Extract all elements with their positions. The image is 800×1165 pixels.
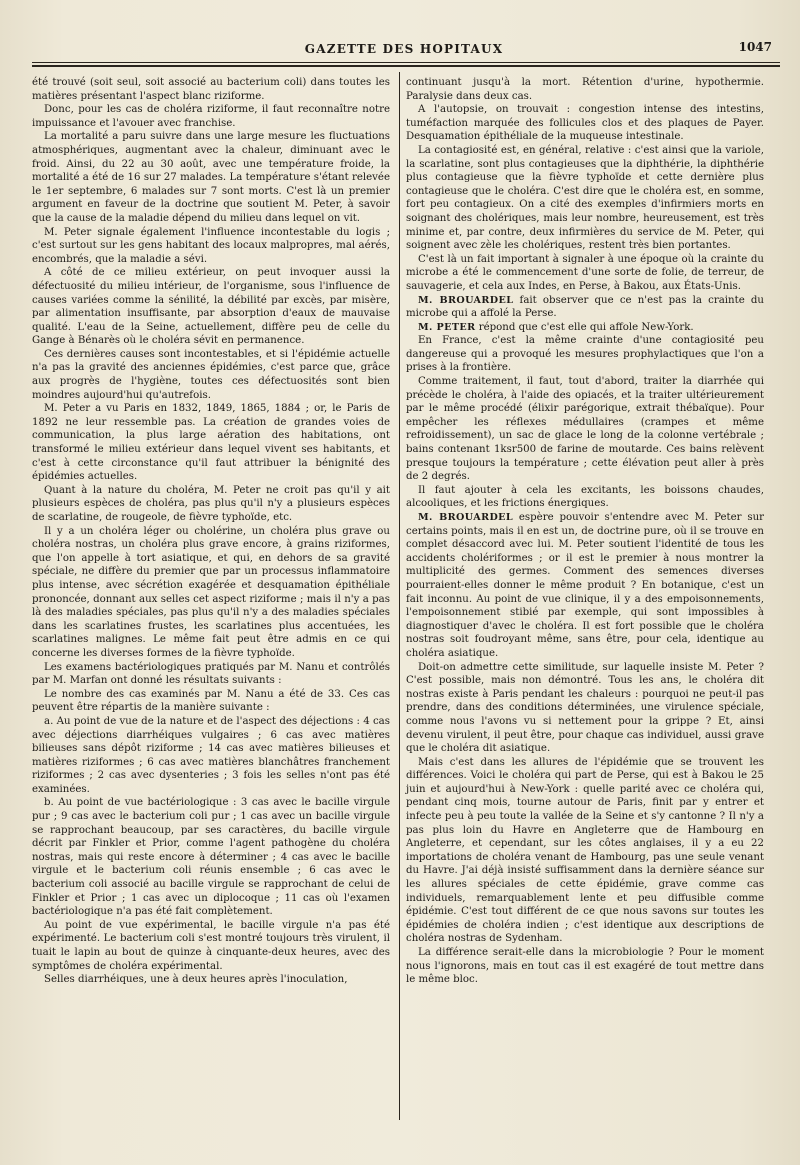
paragraph bbox=[32, 715, 390, 797]
paragraph-text: En France, c'est la même crainte d'une contagiosité peu dangereuse qui a provoqué les mesures prophylactiques que l'on a prises à la frontière. bbox=[406, 335, 764, 374]
speaker-name: M. BROUARDEL bbox=[418, 512, 514, 523]
paragraph bbox=[406, 375, 764, 484]
paragraph-text: Donc, pour les cas de choléra riziforme, il faut reconnaître notre impuissance et l'avouer avec franchise. bbox=[32, 104, 390, 129]
left-column bbox=[32, 76, 390, 987]
paragraph-text: espère pouvoir s'entendre avec M. Peter sur certains points, mais il en est un, de doctrine pure, où il se trouve en complet désaccord avec lui. M. Peter soutient l'identité de tous les accidents cholériformes ; or il est le premier à nous montrer la multiplicité des germes. Comment des semences diverses pourraient-elles donner le même produit ? En botanique, c'est un fait inconnu. Au point de vue clinique, il y a des empoisonnements, l'empoisonnement stibié par exemple, qui sont impossibles à diagnostiquer d'avec le choléra. Il est fort possible que le choléra nostras soit foudroyant même, sans être, pour cela, identique au choléra asiatique. bbox=[406, 512, 764, 659]
paragraph-text: M. Peter signale également l'influence incontestable du logis ; c'est surtout sur les gens habitant des locaux malpropres, mal aérés, encombrés, que la maladie a sévi. bbox=[32, 226, 390, 265]
paragraph bbox=[32, 796, 390, 918]
paragraph-text: Le nombre des cas examinés par M. Nanu a été de 33. Ces cas peuvent être répartis de la manière suivante : bbox=[32, 688, 390, 714]
paragraph bbox=[32, 688, 390, 715]
paragraph-text: a. Au point de vue de la nature et de l'aspect des déjections : 4 cas avec déjections diarrhéiques vulgaires ; 6 cas avec matières bilieuses sans dépôt riziforme ; 14 cas avec matières bilieuses et matières riziformes ; 6 cas avec matières blanchâtres franchement riziformes ; 2 cas avec dysenteries ; 3 fois les selles n'ont pas été examinées. bbox=[32, 715, 390, 795]
column-divider bbox=[399, 72, 400, 1120]
paragraph bbox=[32, 130, 390, 225]
paragraph bbox=[32, 525, 390, 661]
paragraph-text: continuant jusqu'à la mort. Rétention d'urine, hypothermie. Paralysie dans deux cas. bbox=[406, 77, 764, 102]
paragraph bbox=[32, 103, 390, 130]
paragraph bbox=[32, 484, 390, 525]
header-rule-thick bbox=[32, 65, 780, 67]
paragraph bbox=[32, 226, 390, 267]
paragraph-text: b. Au point de vue bactériologique : 3 cas avec le bacille virgule pur ; 9 cas avec le bacterium coli pur ; 1 cas avec un bacille virgule se rapprochant beaucoup, par ses caractères, du bacille virgule décrit par Finkler et Prior, comme l'agent pathogène du choléra nostras, mais qui reste encore à déterminer ; 4 cas avec le bacille virgule et le bacterium coli réunis ensemble ; 6 cas avec le bacterium coli associé au bacille virgule se rapprochant de celui de Finkler et Prior ; 1 cas avec un diplocoque ; 11 cas où l'examen bactériologique n'a pas été fait complètement. bbox=[32, 797, 390, 918]
paragraph-text: Il y a un choléra léger ou cholérine, un choléra plus grave ou choléra nostras, un choléra plus grave encore, à grains riziformes, que l'on appelle à tort asiatique, et qui, en dehors de sa gravité spéciale, ne diffère du premier que par un processus inflammatoire plus intense, avec sécrétion exagérée et desquamation épithéliale prononcée, donnant aux selles cet aspect riziforme ; mais il n'y a pas là des maladies spéciales, pas plus qu'il n'y a des maladies spéciales dans les scarlatines frustes, les scarlatines plus accentuées, les scarlatines malignes. Le même fait peut être admis en ce qui concerne les diverses formes de la fièvre typhoïde. bbox=[32, 525, 390, 659]
paragraph-text: Il faut ajouter à cela les excitants, les boissons chaudes, alcooliques, et les frictions énergiques. bbox=[406, 484, 764, 510]
paragraph-text: Selles diarrhéiques, une à deux heures après l'inoculation, bbox=[44, 974, 348, 986]
page-number: 1047 bbox=[738, 40, 772, 54]
paragraph-text: Doit-on admettre cette similitude, sur laquelle insiste M. Peter ? C'est possible, mais non démontré. Tous les ans, le choléra dit nostras existe à Paris pendant les chaleurs : pourquoi ne peut-il pas prendre, dans des conditions déterminées, une virulence spéciale, comme nous l'avons vu si nettement pour la grippe ? Et, ainsi devenu virulent, il peut être, pour chaque cas individuel, aussi grave que le choléra dit asiatique. bbox=[406, 661, 764, 755]
speaker-name: M. BROUARDEL bbox=[418, 294, 514, 306]
paragraph bbox=[32, 76, 390, 103]
paragraph bbox=[406, 103, 764, 144]
paragraph bbox=[406, 144, 764, 253]
paragraph-text: Mais c'est dans les allures de l'épidémie que se trouvent les différences. Voici le choléra qui part de Perse, qui est à Bakou le 25 juin et aujourd'hui à New-York : quelle parité avec ce choléra qui, pendant cinq mois, tourne autour de Paris, finit par y entrer et infecte peu à peu toute la vallée de la Seine et s'y cantonne ? Il n'y a pas plus loin du Havre en Angleterre que de Hambourg en Angleterre, et cependant, sur les côtes anglaises, il y a eu 22 importations de choléra venant de Hambourg, pas une seule venant du Havre. J'ai déjà insisté suffisamment dans la dernière séance sur les allures spéciales de cette épidémie, grave comme cas individuels, remarquablement lente et peu diffusible comme épidémie. C'est tout différent de ce que nous savons sur toutes les épidémies de choléra indien ; c'est identique aux descriptions de choléra nostras de Sydenham. bbox=[406, 756, 764, 945]
header-rule-thin bbox=[32, 62, 780, 63]
paragraph bbox=[32, 402, 390, 484]
paragraph bbox=[406, 484, 764, 511]
paragraph-text: Au point de vue expérimental, le bacille virgule n'a pas été expérimenté. Le bacterium coli s'est montré toujours très virulent, il tuait le lapin au bout de quinze à cinquante-deux heures, avec des symptômes de choléra expérimental. bbox=[32, 919, 390, 972]
paragraph bbox=[32, 973, 390, 987]
paragraph-text: répond que c'est elle qui affole New-York. bbox=[478, 321, 694, 333]
paragraph-text: Ces dernières causes sont incontestables, et si l'épidémie actuelle n'a pas la gravité des anciennes épidémies, c'est parce que, grâce aux progrès de l'hygiène, toutes ces défectuosités sont bien moindres aujourd'hui qu'autrefois. bbox=[32, 348, 390, 401]
paragraph-text: A côté de ce milieu extérieur, on peut invoquer aussi la défectuosité du milieu intérieur, de l'organisme, sous l'influence de causes variées comme la sénilité, la débilité par excès, par misère, par alimentation insuffisante, par absorption d'eaux de mauvaise qualité. L'eau de la Seine, actuellement, diffère peu de celle du Gange à Bénarès où le choléra sévit en permanence. bbox=[32, 267, 390, 347]
paragraph bbox=[406, 76, 764, 103]
paragraph-text: La mortalité a paru suivre dans une large mesure les fluctuations atmosphériques, augmentant avec la chaleur, diminuant avec le froid. Ainsi, du 22 au 30 août, avec une température froide, la mortalité a été de 16 sur 27 malades. La température s'étant relevée le 1er septembre, 6 malades sur 7 sont morts. C'est là un premier argument en faveur de la doctrine que soutient M. Peter, à savoir que la cause de la maladie dépend du milieu dans lequel on vit. bbox=[32, 131, 390, 224]
paragraph-text: A l'autopsie, on trouvait : congestion intense des intestins, tuméfaction marquée des follicules clos et des plaques de Payer. Desquamation épithéliale de la muqueuse intestinale. bbox=[406, 104, 764, 143]
paragraph bbox=[406, 511, 764, 661]
paragraph-text: Comme traitement, il faut, tout d'abord, traiter la diarrhée qui précède le choléra, à l'aide des opiacés, et la traiter ultérieurement par le même procédé (élixir parégorique, extrait thébaïque). Pour empêcher les réflexes médullaires (crampes et même refroidissement), un sac de glace le long de la colonne vertébrale ; bains contenant 1ksr500 de farine de moutarde. Ces bains relèvent presque toujours la température ; cette élévation peut aller à près de 2 degrés. bbox=[406, 376, 764, 483]
speaker-name: M. PETER bbox=[418, 321, 476, 333]
paragraph-text: La différence serait-elle dans la microbiologie ? Pour le moment nous l'ignorons, mais en tout cas il est exagéré de tout mettre dans le même bloc. bbox=[406, 947, 764, 986]
paragraph-text: Quant à la nature du choléra, M. Peter ne croit pas qu'il y ait plusieurs espèces de choléra, pas plus qu'il n'y a plusieurs espèces de scarlatine, de rougeole, de fièvre typhoïde, etc. bbox=[32, 484, 390, 523]
paragraph-text: C'est là un fait important à signaler à une époque où la crainte du microbe a été le commencement d'une sorte de folie, de terreur, de sauvagerie, et cela aux Indes, en Perse, à Bakou, aux États-Unis. bbox=[406, 253, 764, 292]
paragraph bbox=[406, 334, 764, 375]
paragraph bbox=[406, 946, 764, 987]
paragraph bbox=[406, 253, 764, 294]
paragraph-text: été trouvé (soit seul, soit associé au bacterium coli) dans toutes les matières présentant l'aspect blanc riziforme. bbox=[32, 77, 390, 102]
paragraph-text: Les examens bactériologiques pratiqués par M. Nanu et contrôlés par M. Marfan ont donné les résultats suivants : bbox=[32, 661, 390, 687]
paragraph bbox=[32, 348, 390, 402]
journal-title: GAZETTE DES HOPITAUX bbox=[304, 42, 504, 56]
paragraph bbox=[32, 661, 390, 688]
paragraph bbox=[32, 919, 390, 973]
paragraph bbox=[406, 294, 764, 321]
paragraph-text: M. Peter a vu Paris en 1832, 1849, 1865, 1884 ; or, le Paris de 1892 ne leur ressemble pas. La création de grandes voies de communication, la plus large aération des habitations, ont transformé le milieu extérieur dans lequel vivent ses habitants, et c'est à cette circonstance qu'il faut attribuer la bénignité des épidémies actuelles. bbox=[32, 403, 390, 483]
paragraph-text: fait observer que ce n'est pas la crainte du microbe qui a affolé la Perse. bbox=[406, 294, 764, 320]
page-header bbox=[28, 38, 780, 60]
paragraph-text: La contagiosité est, en général, relative : c'est ainsi que la variole, la scarlatine, sont plus contagieuses que la diphthérie, la diphthérie plus contagieuse que la fièvre typhoïde et cette dernière plus contagieuse que le choléra. C'est dire que le choléra est, en somme, fort peu contagieux. On a cité des exemples d'infirmiers morts en soignant des cholériques, mais leur nombre, heureusement, est très minime et, par contre, deux infirmières du service de M. Peter, qui soignent avec zèle les cholériques, restent très bien portantes. bbox=[406, 144, 764, 252]
paragraph bbox=[406, 756, 764, 946]
right-column bbox=[406, 76, 764, 987]
paragraph bbox=[406, 321, 764, 335]
paragraph bbox=[32, 266, 390, 348]
paragraph bbox=[406, 661, 764, 756]
